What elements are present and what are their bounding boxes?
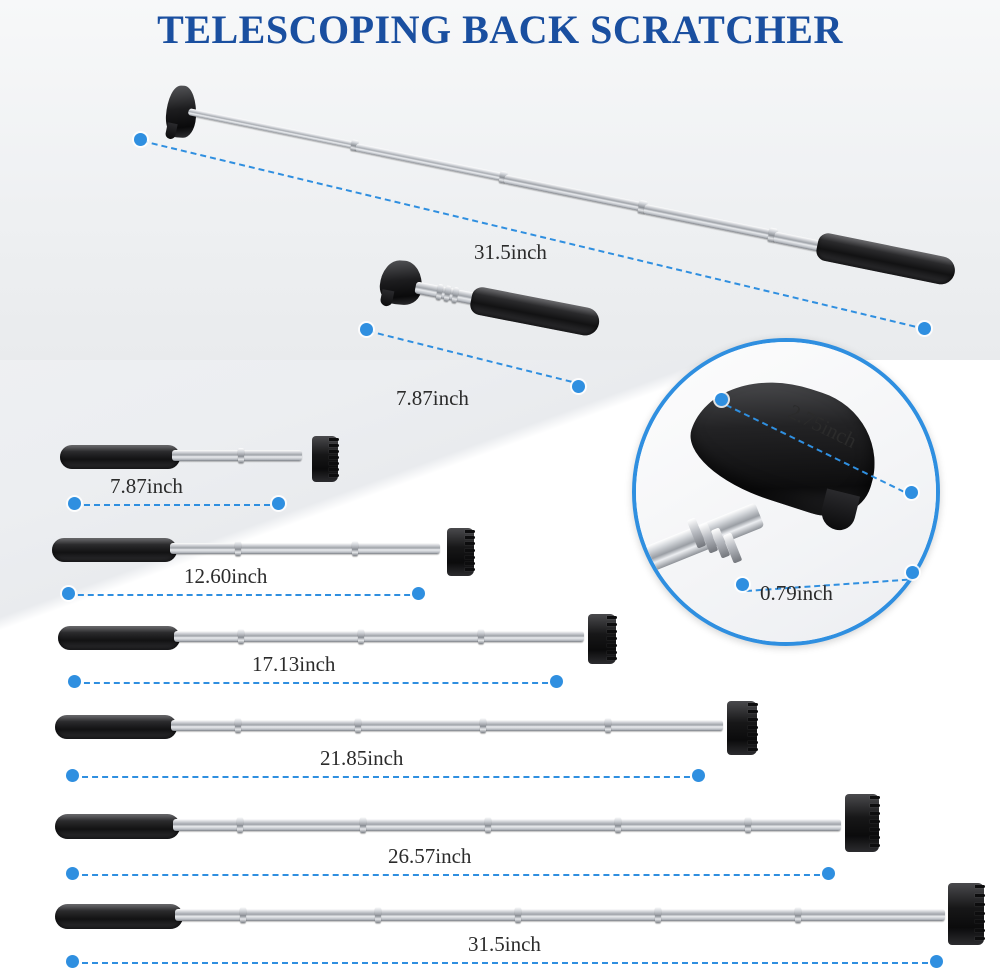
hero-extended-dim-label: 31.5inch — [474, 240, 547, 264]
length-step-6-end-dot — [930, 955, 943, 968]
step6-collar-4 — [655, 907, 661, 923]
hero-extended-dim-end-dot — [918, 322, 931, 335]
step4-rod — [171, 720, 723, 731]
step3-collar-3 — [478, 629, 484, 644]
length-step-5-label: 26.57inch — [388, 844, 472, 868]
length-step-4-end-dot — [692, 769, 705, 782]
step4-collar-3 — [480, 718, 486, 733]
step5-collar-2 — [360, 817, 366, 833]
magnified-width-label: 2.75inch — [784, 399, 861, 453]
step1-collar — [238, 448, 244, 463]
length-step-1-dim-line — [74, 504, 280, 506]
step3-head — [588, 614, 616, 664]
magnified-width-dim-start-dot — [715, 393, 728, 406]
length-step-3-end-dot — [550, 675, 563, 688]
length-step-2-start-dot — [62, 587, 75, 600]
length-step-1-end-dot — [272, 497, 285, 510]
magnified-head — [678, 358, 893, 528]
length-step-6-start-dot — [66, 955, 79, 968]
step6-collar-5 — [795, 907, 801, 923]
step2-head — [447, 528, 474, 576]
step5-rod — [173, 819, 841, 831]
length-step-4-dim-line — [72, 776, 700, 778]
step1-head — [312, 436, 338, 482]
length-step-1-label: 7.87inch — [110, 474, 183, 498]
length-step-2-label: 12.60inch — [184, 564, 268, 588]
length-step-6-label: 31.5inch — [468, 932, 541, 956]
length-step-2-dim-line — [68, 594, 420, 596]
step4-grip — [55, 715, 177, 739]
length-step-5-end-dot — [822, 867, 835, 880]
step2-collar-2 — [352, 541, 358, 556]
step6-collar-1 — [240, 907, 246, 923]
step4-head — [727, 701, 757, 755]
step1-grip — [60, 445, 180, 469]
step5-collar-5 — [745, 817, 751, 833]
step6-rod — [175, 909, 945, 921]
hero-collapsed-dim-start-dot — [360, 323, 373, 336]
step4-collar-1 — [235, 718, 241, 733]
length-step-6-dim-line — [72, 962, 938, 964]
step6-collar-3 — [515, 907, 521, 923]
step5-collar-4 — [615, 817, 621, 833]
page-title: TELESCOPING BACK SCRATCHER — [157, 7, 843, 52]
step5-collar-1 — [237, 817, 243, 833]
step5-collar-3 — [485, 817, 491, 833]
length-step-2-end-dot — [412, 587, 425, 600]
step3-collar-2 — [358, 629, 364, 644]
step2-rod — [170, 543, 440, 554]
step5-grip — [55, 814, 180, 839]
hero-extended-dim-start-dot — [134, 133, 147, 146]
magnified-thickness-dim-start-dot — [736, 578, 749, 591]
step5-head — [845, 794, 879, 852]
step3-rod — [174, 631, 584, 642]
step2-collar-1 — [235, 541, 241, 556]
step1-rod — [172, 450, 302, 461]
collapsed-head-lip — [379, 289, 394, 307]
length-step-5-start-dot — [66, 867, 79, 880]
hero-collapsed-dim-label: 7.87inch — [396, 386, 469, 410]
step6-collar-2 — [375, 907, 381, 923]
length-step-1-start-dot — [68, 497, 81, 510]
step6-head — [948, 883, 984, 945]
step3-grip — [58, 626, 180, 650]
hero-collapsed-dim-end-dot — [572, 380, 585, 393]
magnified-thickness-dim-end-dot — [906, 566, 919, 579]
step4-collar-4 — [605, 718, 611, 733]
length-step-5-dim-line — [72, 874, 830, 876]
step6-grip — [55, 904, 183, 929]
length-step-4-label: 21.85inch — [320, 746, 404, 770]
step4-collar-2 — [355, 718, 361, 733]
length-step-4-start-dot — [66, 769, 79, 782]
length-step-3-label: 17.13inch — [252, 652, 336, 676]
magnified-head-lip — [818, 488, 860, 533]
step3-collar-1 — [238, 629, 244, 644]
magnified-width-dim-end-dot — [905, 486, 918, 499]
magnified-thickness-label: 0.79inch — [760, 581, 833, 605]
length-step-3-start-dot — [68, 675, 81, 688]
step2-grip — [52, 538, 177, 562]
length-step-3-dim-line — [74, 682, 558, 684]
